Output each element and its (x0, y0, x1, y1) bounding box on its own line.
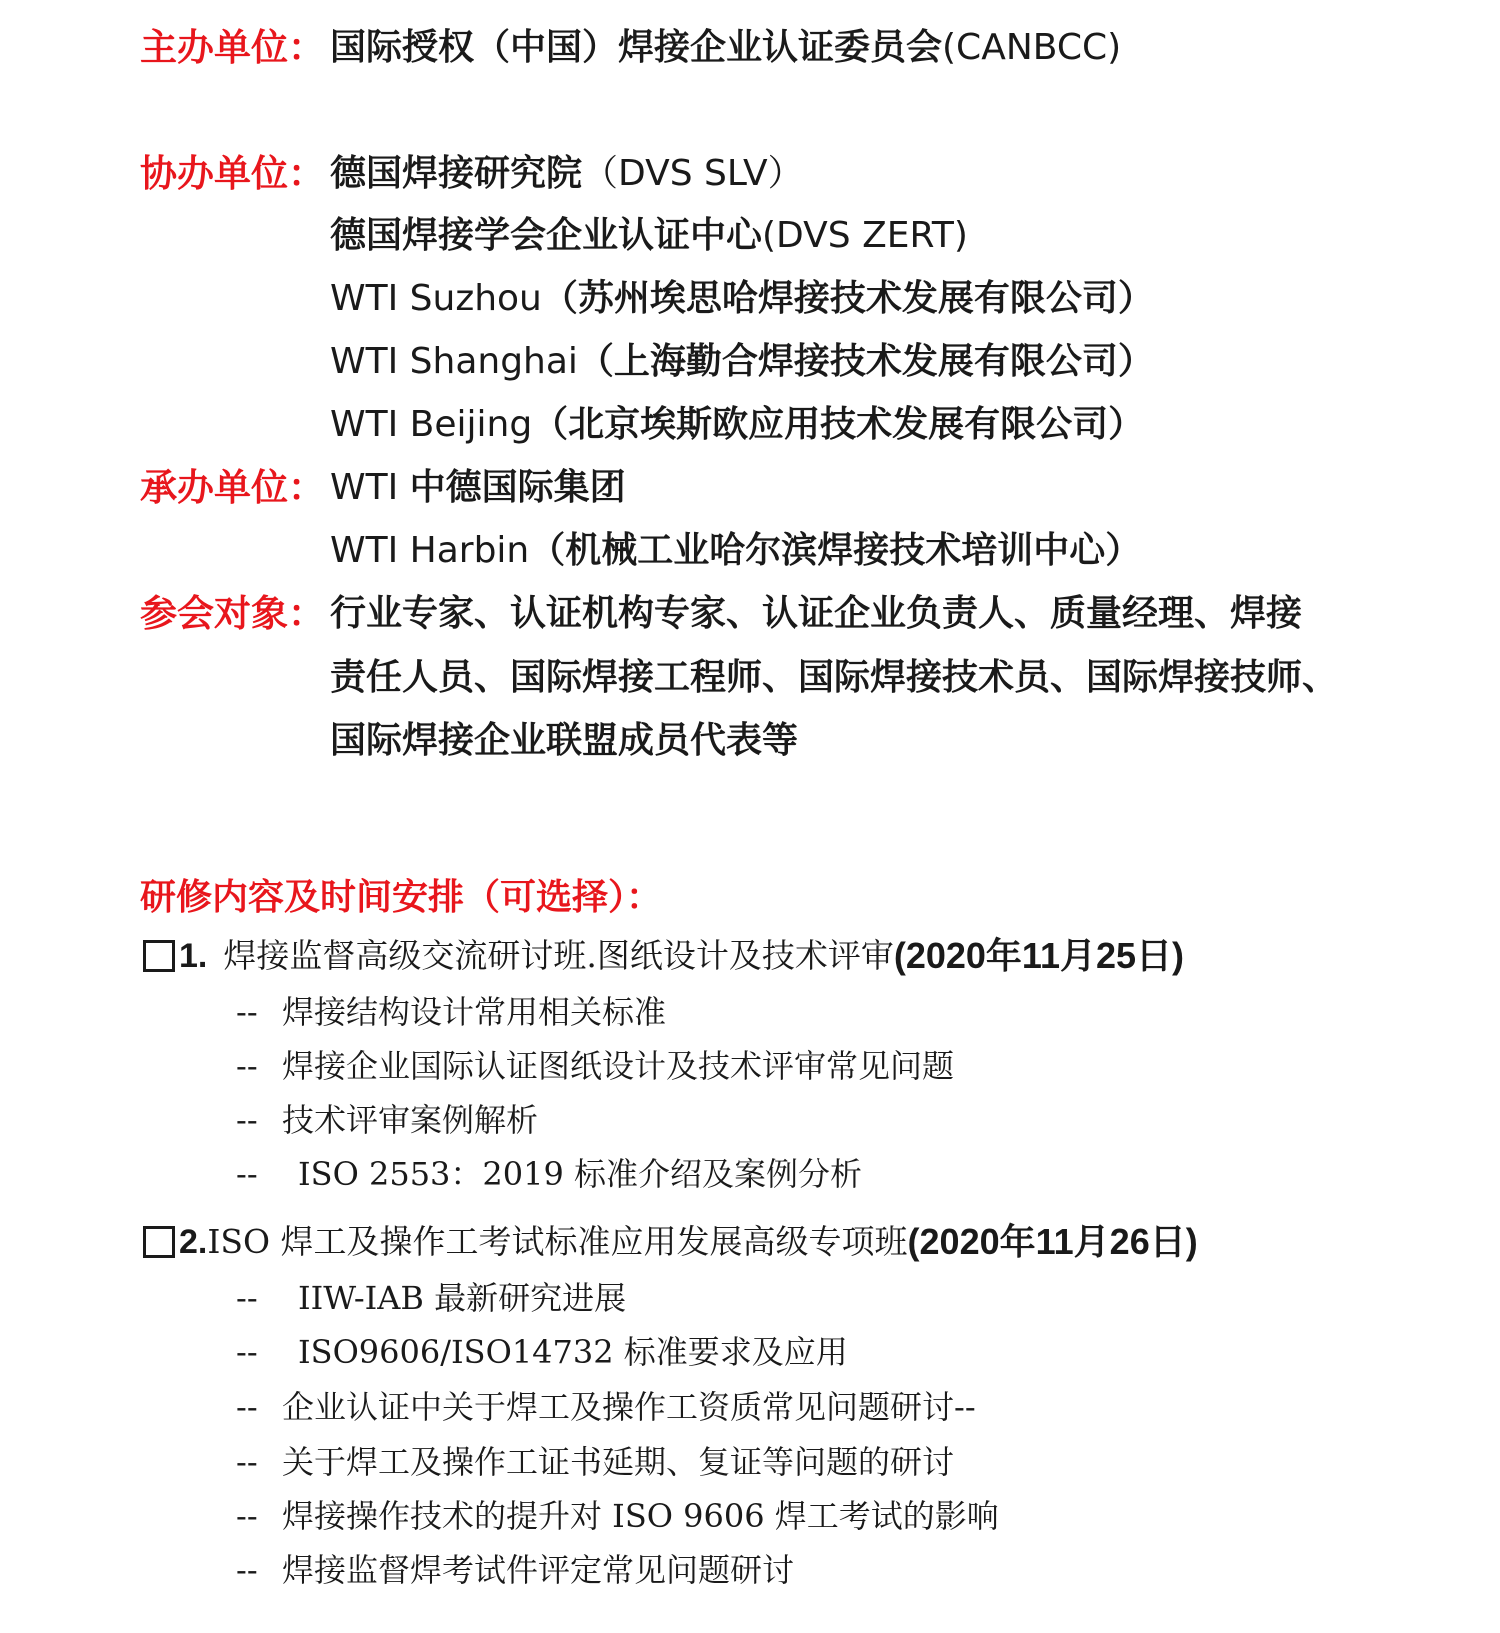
course-topic (236, 1098, 538, 1142)
host-name-text: 国际授权（中国）焊接企业认证委员会 (330, 27, 943, 68)
topic-dash: -- (236, 1333, 258, 1371)
co-organizer-company: （北京埃斯欧应用技术发展有限公司） (532, 404, 1145, 445)
topic-text: 焊接企业国际认证图纸设计及技术评审常见问题 (282, 1047, 955, 1085)
topic-text: 关于焊工及操作工证书延期、复证等问题的研讨 (282, 1443, 955, 1481)
course-topic (236, 1152, 862, 1196)
course-number: 2. (179, 1223, 208, 1261)
course-option[interactable] (143, 934, 1184, 978)
co-organizer-company: （苏州埃思哈焊接技术发展有限公司） (541, 278, 1154, 319)
organizer-prefix: WTI (330, 467, 410, 508)
topic-text: IIW-IAB 最新研究进展 (298, 1279, 627, 1317)
course-number: 1. (179, 937, 208, 975)
course-name: ISO 焊工及操作工考试标准应用发展高级专项班 (207, 1222, 908, 1261)
attendees-line: 责任人员、国际焊接工程师、国际焊接技术员、国际焊接技师、 (330, 657, 1339, 698)
organizer-prefix: WTI Harbin (330, 530, 530, 571)
co-organizer-label: 协办单位： (140, 152, 325, 195)
course-option[interactable] (143, 1220, 1198, 1264)
organizer-name: 中德国际集团 (409, 467, 626, 508)
course-checkbox[interactable] (143, 940, 175, 972)
organizer-item (330, 466, 626, 510)
course-topic (236, 1494, 999, 1538)
co-organizer-name: 德国焊接研究院 (330, 153, 583, 194)
attendees-label: 参会对象： (140, 592, 325, 635)
co-organizer-item (330, 152, 804, 196)
topic-dash: -- (236, 1443, 258, 1481)
course-topic (236, 1330, 848, 1374)
topic-text: 焊接监督焊考试件评定常见问题研讨 (282, 1551, 795, 1589)
course-topic (236, 990, 666, 1034)
topic-dash: -- (236, 1551, 258, 1589)
course-checkbox[interactable] (143, 1226, 175, 1258)
course-name: 焊接监督高级交流研讨班.图纸设计及技术评审 (223, 936, 894, 975)
organizer-name: （机械工业哈尔滨焊接技术培训中心） (529, 530, 1142, 571)
topic-text: 企业认证中关于焊工及操作工资质常见问题研讨-- (282, 1388, 976, 1426)
organizer-label: 承办单位： (140, 466, 325, 509)
course-topic (236, 1044, 954, 1088)
co-organizer-name: WTI Suzhou (330, 278, 542, 319)
topic-text: 焊接结构设计常用相关标准 (282, 993, 667, 1031)
host-abbr: (CANBCC) (942, 27, 1122, 68)
co-organizer-name: WTI Shanghai (330, 341, 578, 382)
attendees-line: 行业专家、认证机构专家、认证企业负责人、质量经理、焊接 (330, 593, 1303, 634)
topic-dash: -- (236, 1279, 258, 1317)
co-organizer-company: （上海勤合焊接技术发展有限公司） (577, 341, 1154, 382)
attendees-line: 国际焊接企业联盟成员代表等 (330, 720, 799, 761)
course-topic (236, 1385, 976, 1429)
course-topic (236, 1548, 794, 1592)
course-date: (2020年11月25日) (893, 935, 1185, 976)
topic-dash: -- (236, 1388, 258, 1426)
organizer-item (330, 529, 1141, 573)
host-name (330, 26, 1121, 70)
co-organizer-item (330, 277, 1154, 321)
topic-dash: -- (236, 1101, 258, 1139)
course-topic (236, 1276, 626, 1320)
host-label: 主办单位： (140, 26, 325, 69)
co-organizer-item (330, 340, 1154, 384)
course-topic (236, 1440, 954, 1484)
co-organizer-abbr: （DVS SLV） (582, 153, 804, 194)
co-organizer-name: 德国焊接学会企业认证中心 (330, 215, 763, 256)
topic-dash: -- (236, 1047, 258, 1085)
topic-text: ISO9606/ISO14732 标准要求及应用 (298, 1333, 848, 1371)
topic-text: 技术评审案例解析 (282, 1101, 539, 1139)
co-organizer-item (330, 214, 968, 258)
course-date: (2020年11月26日) (907, 1221, 1198, 1262)
topic-dash: -- (236, 993, 258, 1031)
topic-text: 焊接操作技术的提升对 ISO 9606 焊工考试的影响 (282, 1497, 999, 1535)
topic-text: ISO 2553：2019 标准介绍及案例分析 (298, 1155, 863, 1193)
schedule-title: 研修内容及时间安排（可选择）： (140, 877, 663, 918)
co-organizer-name: WTI Beijing (330, 404, 533, 445)
co-organizer-abbr: (DVS ZERT) (762, 215, 968, 256)
co-organizer-item (330, 403, 1144, 447)
topic-dash: -- (236, 1155, 258, 1193)
topic-dash: -- (236, 1497, 258, 1535)
